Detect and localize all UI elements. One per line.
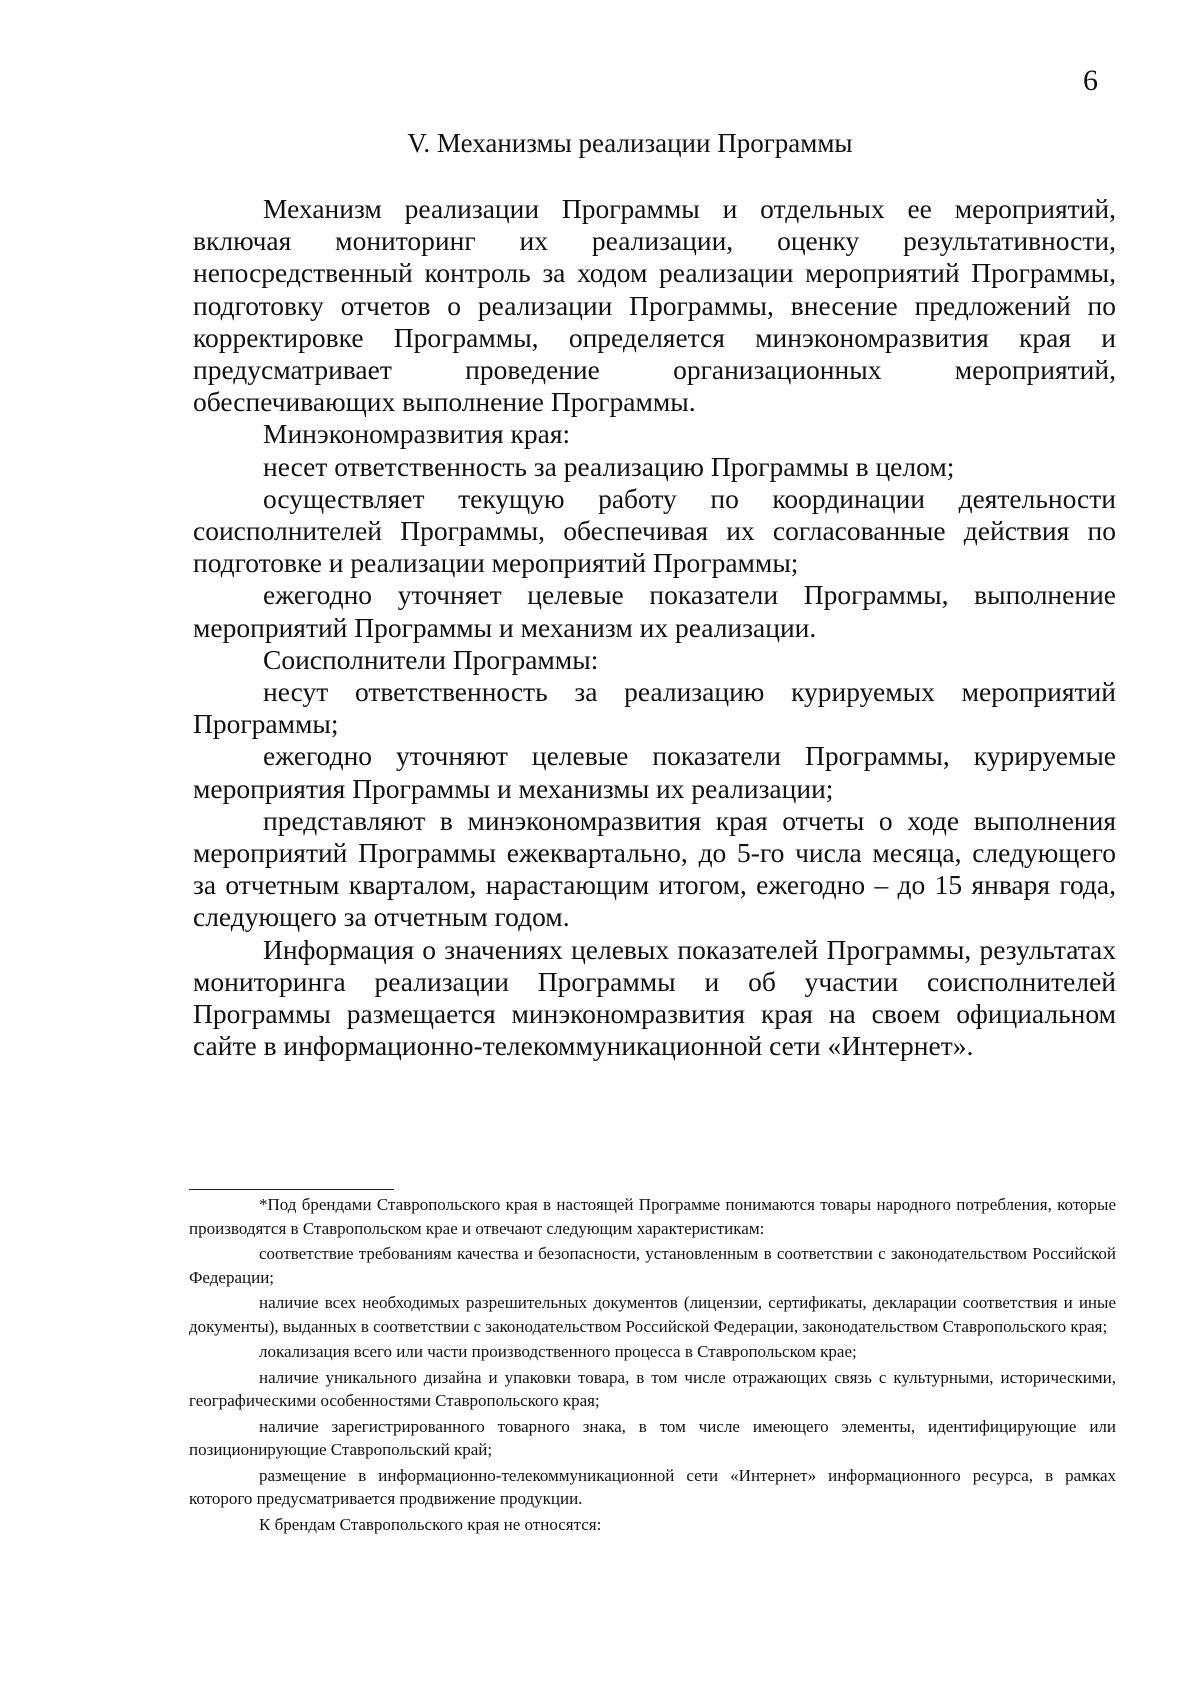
paragraph-information: Информация о значениях целевых показателей Программы, результатах мониторинга реализации Программы и об участии соисполнителей Программы размещается минэкономразвития края на своем официальном сайте в информационно-телекоммуникационной сети «Интернет».: [193, 933, 1116, 1062]
footnote-divider: [189, 1189, 394, 1190]
paragraph-coexecutors-indicators: ежегодно уточняют целевые показатели Программы, курируемые мероприятия Программы и механизмы их реализации;: [193, 740, 1116, 804]
paragraph-ministry-coordination: осуществляет текущую работу по координации деятельности соисполнителей Программы, обеспечивая их согласованные действия по подготовке и реализации мероприятий Программы;: [193, 482, 1116, 579]
paragraph-coexecutors-responsibility: несут ответственность за реализацию курируемых мероприятий Программы;: [193, 676, 1116, 740]
paragraph-coexecutors-reports: представляют в минэкономразвития края отчеты о ходе выполнения мероприятий Программы ежеквартально, до 5-го числа месяца, следующего за отчетным кварталом, нарастающим итогом, ежегодно – до 15 января года, следующего за отчетным годом.: [193, 804, 1116, 933]
footnote-brands-definition: *Под брендами Ставропольского края в настоящей Программе понимаются товары народного потребления, которые производятся в Ставропольском крае и отвечают следующим характеристикам:: [189, 1195, 1116, 1238]
footnote-design: наличие уникального дизайна и упаковки товара, в том числе отражающих связь с культурными, историческими, географическими особенностями Ставропольского края;: [189, 1367, 1116, 1410]
footnote-exclusions: К брендам Ставропольского края не относятся:: [259, 1514, 602, 1534]
paragraph-coexecutors-heading: Соисполнители Программы:: [263, 643, 599, 675]
page-number: 6: [1083, 64, 1098, 97]
footnote-trademark: наличие зарегистрированного товарного знака, в том числе имеющего элементы, идентифицирующие или позиционирующие Ставропольский край;: [189, 1416, 1116, 1459]
footnote-localization: локализация всего или части производственного процесса в Ставропольском крае;: [259, 1342, 857, 1361]
footnote-permits: наличие всех необходимых разрешительных документов (лицензии, сертификаты, декларации соответствия и иные документы), выданных в соответствии с законодательством Российской Федерации, законодательством Ставропольского края;: [189, 1293, 1116, 1336]
footnote-internet: размещение в информационно-телекоммуникационной сети «Интернет» информационного ресурса, в рамках которого предусматривается продвижение продукции.: [189, 1465, 1116, 1508]
paragraph-ministry-responsibility: несет ответственность за реализацию Программы в целом;: [263, 450, 955, 482]
section-title: V. Механизмы реализации Программы: [407, 128, 853, 158]
body-text: [193, 193, 1116, 1062]
footnote-quality: соответствие требованиям качества и безопасности, установленным в соответствии с законодательством Российской Федерации;: [189, 1244, 1116, 1287]
footnotes: [189, 1193, 1116, 1538]
paragraph-mechanism: Механизм реализации Программы и отдельных ее мероприятий, включая мониторинг их реализации, оценку результативности, непосредственный контроль за ходом реализации мероприятий Программы, подготовку отчетов о реализации Программы, внесение предложений по корректировке Программы, определяется минэкономразвития края и предусматривает проведение организационных мероприятий, обеспечивающих выполнение Программы.: [193, 193, 1116, 418]
paragraph-ministry-heading: Минэкономразвития края:: [263, 418, 571, 450]
paragraph-ministry-indicators: ежегодно уточняет целевые показатели Программы, выполнение мероприятий Программы и механизм их реализации.: [193, 579, 1116, 643]
